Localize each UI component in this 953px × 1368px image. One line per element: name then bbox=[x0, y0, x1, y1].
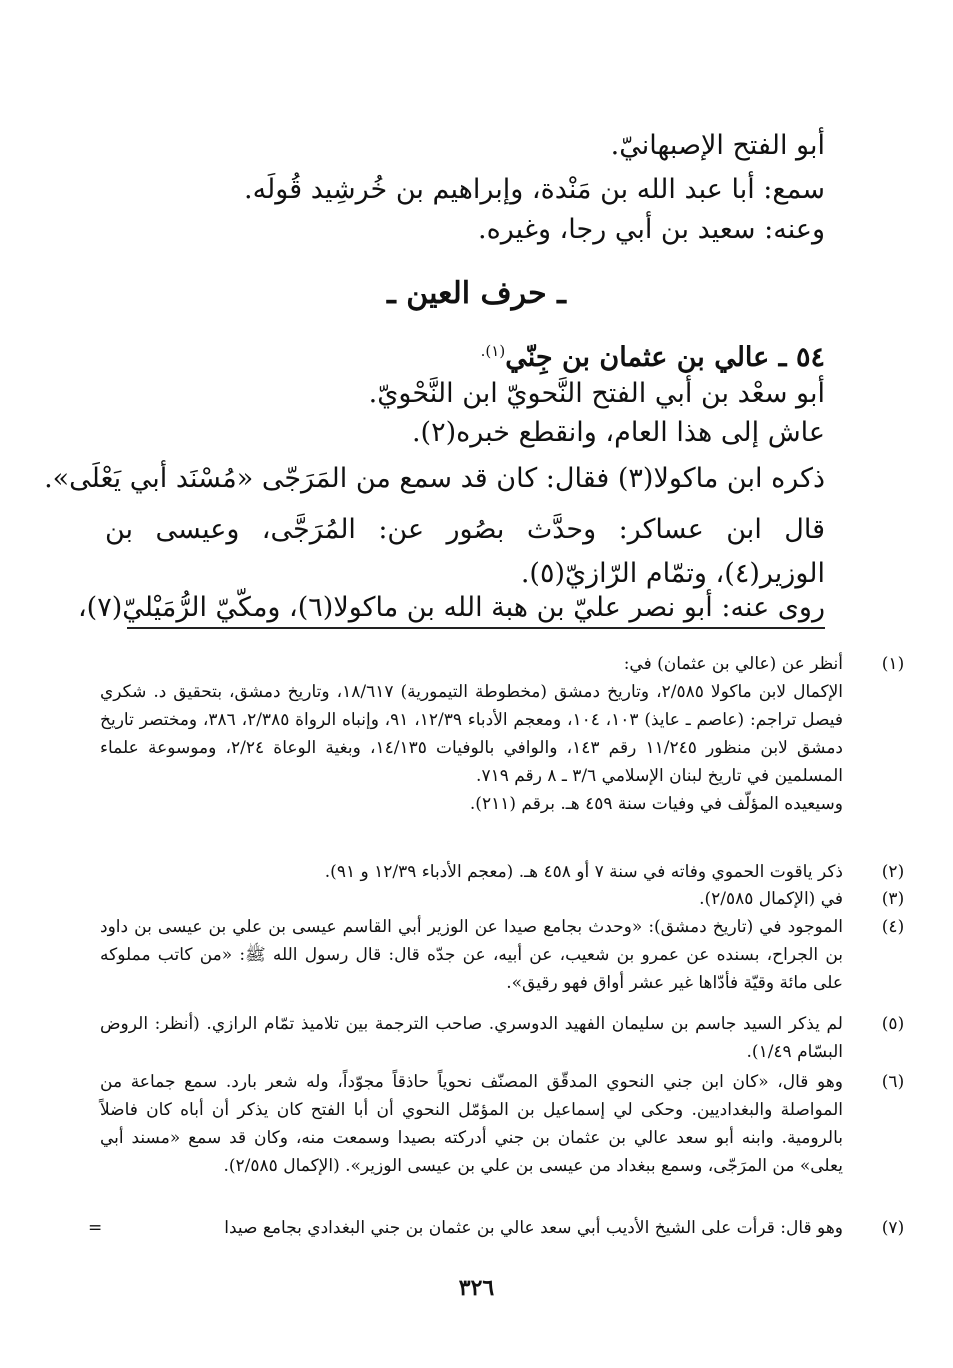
text-line: أبو الفتح الإصبهانيّ. bbox=[610, 130, 825, 161]
footnote-number: (١) bbox=[881, 654, 905, 674]
text-line: وعنه: سعيد بن أبي رجا، وغيره. bbox=[478, 214, 825, 245]
footnote-line: وسيعيده المؤلّف في وفيات سنة ٤٥٩ هـ. برقم (٢١١). bbox=[469, 794, 843, 814]
footnote-number: (٥) bbox=[881, 1014, 905, 1034]
section-heading: ـ حرف العين ـ bbox=[387, 276, 566, 311]
footnote-divider bbox=[127, 627, 825, 629]
footnote-line: لم يذكر السيد جاسم بن سليمان الفهيد الدوسري. صاحب الترجمة بين تلاميذ تمّام الرازي. (أنظر: الروض البسّام ١/٤٩). bbox=[100, 1014, 843, 1062]
continuation-mark: = bbox=[88, 1218, 103, 1238]
footnote-line: الإكمال لابن ماكولا ٢/٥٨٥، وتاريخ دمشق (مخطوطة التيمورية) ١٨/٦١٧، وتاريخ دمشق، بتحقيق د. شكري فيصل تراجم: (عاصم ـ عايذ) ١٠٣، ١٠٤، ومعجم الأدباء ١٢/٣٩، ٩١، وإنباه الرواة ٢/٣٨٥، ٣٨٦، ومختصر تاريخ دمشق لابن منظور ١١/٢٤٥ رقم ١٤٣، والوافي بالوفيات ١٤/١٣٥، وبغية الوعاة ٢/٢٤، وموسوعة علماء المسلمين في تاريخ لبنان الإسلامي ٣/٦ ـ ٨ رقم ٧١٩. bbox=[100, 682, 843, 786]
footnote-line: أنظر عن (عالي بن عثمان) في: bbox=[623, 654, 843, 674]
text-paragraph: قال ابن عساكر: وحدَّث بصُور عن: المُرَجَّى، وعيسى بن الوزير(٤)، وتمّام الرّازيّ(٥). bbox=[105, 514, 825, 589]
text-line: روى عنه: أبو نصر عليّ بن هبة الله بن ماكولا(٦)، ومكّيّ الرُّمَيْليّ(٧)، bbox=[77, 592, 825, 623]
text-line: أبو سعْد بن أبي الفتح النَّحويّ ابن النَّحْويّ. bbox=[368, 378, 825, 409]
page-number: ٣٢٦ bbox=[458, 1275, 495, 1301]
footnote-number: (٣) bbox=[881, 889, 905, 909]
footnote-5 bbox=[100, 1010, 905, 1066]
text-line: عاش إلى هذا العام، وانقطع خبره(٢). bbox=[411, 417, 825, 448]
footnote-4 bbox=[100, 913, 905, 997]
entry-heading bbox=[481, 331, 825, 378]
footnote-number: (٤) bbox=[881, 917, 905, 937]
text-line: ذكره ابن ماكولا(٣) فقال: كان قد سمع من المَرَجّى «مُسْنَد أبي يَعْلَى». bbox=[44, 463, 825, 494]
footnote-3 bbox=[100, 885, 905, 913]
footnote-line: الموجود في (تاريخ دمشق): «وحدث بجامع صيدا عن الوزير أبي القاسم عيسى بن علي بن عيسى بن داود بن الجراح، بسنده عن عمرو بن شعيب، عن أبيه، عن جدّه قال: قال رسول الله ﷺ: «من كاتب مملوكه على مائة وقيّة فأدّاها غير عشر أواق فهو رقيق». bbox=[100, 917, 843, 993]
footnote-2 bbox=[100, 858, 905, 886]
footnote-number: (٢) bbox=[881, 862, 905, 882]
footnote-ref: (١). bbox=[480, 342, 506, 360]
footnote-6 bbox=[100, 1068, 905, 1180]
text-line: سمع: أبا عبد الله بن مَنْدة، وإبراهيم بن خُرشِيد قُولَه. bbox=[243, 174, 825, 205]
footnote-line: وهو قال، «كان ابن جني النحوي المدقّق المصنّف نحوياً حاذقاً مجوّداً، وله شعر بارد. سمع جماعة من المواصلة والبغداديين. وحكى لي إسماعيل بن المؤمّل النحوي أن أبا الفتح كان يذكر أن أباه كان فاضلاً بالرومية. وابنه أبو سعد عالي بن عثمان بن جني أدركته بصيدا وسمعت منه، وكان قد سمع «مسند أبي يعلى» من المرَجّى، وسمع ببغداد من عيسى بن علي بن عيسى الوزير». (الإكمال ٢/٥٨٥). bbox=[100, 1072, 843, 1176]
footnote-line: في (الإكمال ٢/٥٨٥). bbox=[699, 889, 843, 909]
footnote-line: وهو قال: قرأت على الشيخ الأديب أبي سعد عالي بن عثمان بن جني البغدادي بجامع صيدا bbox=[224, 1218, 843, 1238]
footnote-number: (٦) bbox=[881, 1072, 905, 1092]
footnote-number: (٧) bbox=[881, 1218, 905, 1238]
footnote-line: ذكر ياقوت الحموي وفاته في سنة ٧ أو ٤٥٨ هـ. (معجم الأدباء ١٢/٣٩ و ٩١). bbox=[324, 862, 843, 882]
entry-title: ٥٤ ـ عالي بن عثمان بن جِنّي bbox=[505, 342, 825, 373]
footnote-7 bbox=[88, 1214, 905, 1242]
footnote-1 bbox=[100, 650, 905, 818]
